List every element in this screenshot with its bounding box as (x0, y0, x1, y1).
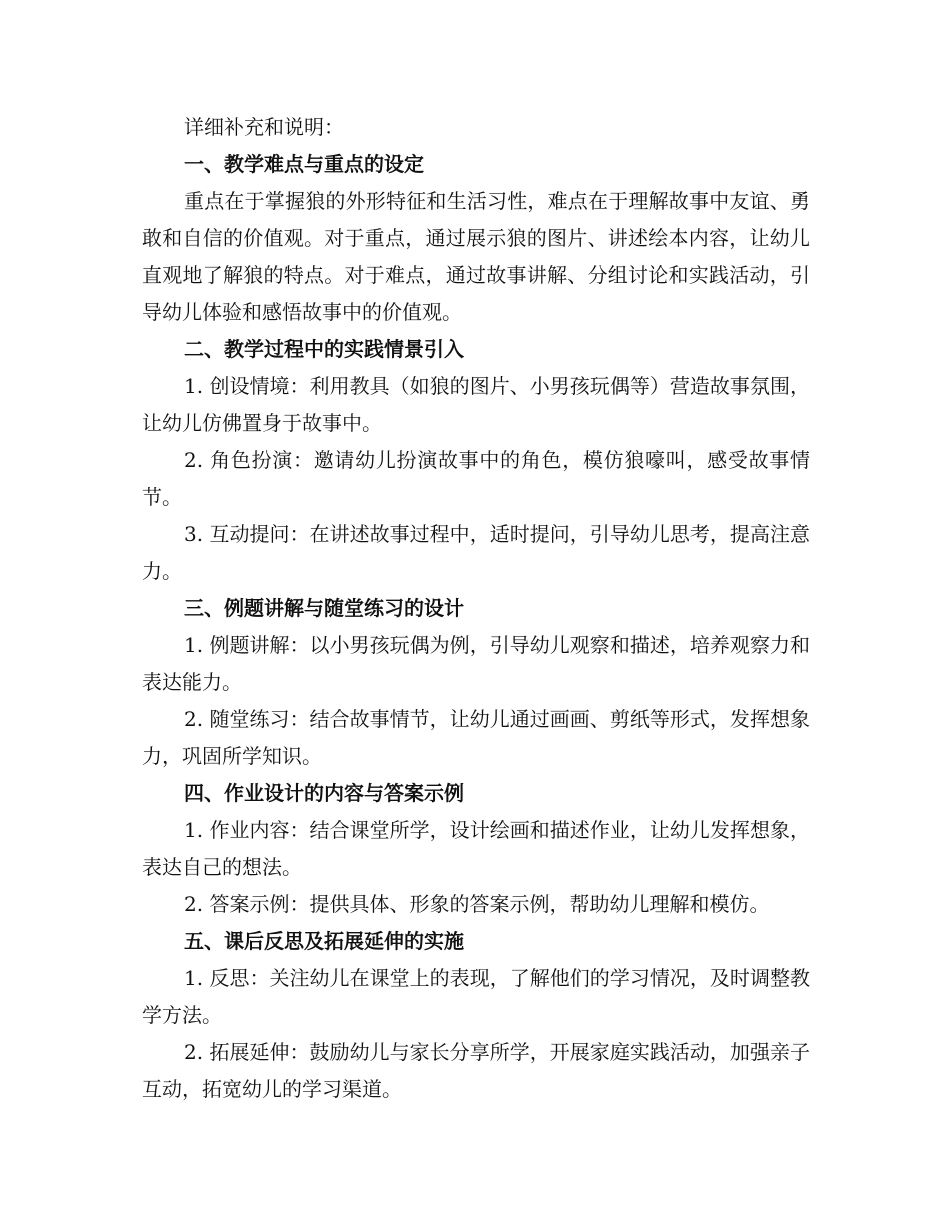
section-examples-exercises (142, 590, 810, 775)
section-heading: 三、例题讲解与随堂练习的设计 (184, 596, 464, 620)
paragraph: 3. 互动提问：在讲述故事过程中，适时提问，引导幼儿思考，提高注意力。 (142, 522, 810, 583)
paragraph: 重点在于掌握狼的外形特征和生活习性，难点在于理解故事中友谊、勇敢和自信的价值观。对于重点，通过展示狼的图片、讲述绘本内容，让幼儿直观地了解狼的特点。对于难点，通过故事讲解、分组讨论和实践活动，引导幼儿体验和感悟故事中的价值观。 (142, 189, 810, 324)
section-heading: 一、教学难点与重点的设定 (184, 152, 424, 176)
section-practice-scenario (142, 331, 810, 590)
paragraph: 1. 例题讲解：以小男孩玩偶为例，引导幼儿观察和描述，培养观察力和表达能力。 (142, 633, 810, 694)
document-body (142, 109, 810, 1108)
paragraph: 2. 角色扮演：邀请幼儿扮演故事中的角色，模仿狼嚎叫，感受故事情节。 (142, 448, 810, 509)
section-reflection-extension (142, 923, 810, 1108)
paragraph: 2. 答案示例：提供具体、形象的答案示例，帮助幼儿理解和模仿。 (184, 892, 770, 916)
section-heading: 四、作业设计的内容与答案示例 (184, 781, 464, 805)
intro-line: 详细补充和说明： (184, 115, 344, 139)
section-heading: 二、教学过程中的实践情景引入 (184, 337, 464, 361)
paragraph: 1. 创设情境：利用教具（如狼的图片、小男孩玩偶等）营造故事氛围，让幼儿仿佛置身于故事中。 (142, 374, 810, 435)
paragraph: 2. 拓展延伸：鼓励幼儿与家长分享所学，开展家庭实践活动，加强亲子互动，拓宽幼儿的学习渠道。 (142, 1040, 810, 1101)
paragraph: 2. 随堂练习：结合故事情节，让幼儿通过画画、剪纸等形式，发挥想象力，巩固所学知识。 (142, 707, 810, 768)
section-homework-design (142, 775, 810, 923)
paragraph: 1. 反思：关注幼儿在课堂上的表现，了解他们的学习情况，及时调整教学方法。 (142, 966, 810, 1027)
paragraph: 1. 作业内容：结合课堂所学，设计绘画和描述作业，让幼儿发挥想象，表达自己的想法。 (142, 818, 810, 879)
section-heading: 五、课后反思及拓展延伸的实施 (184, 929, 464, 953)
section-key-points (142, 146, 810, 331)
